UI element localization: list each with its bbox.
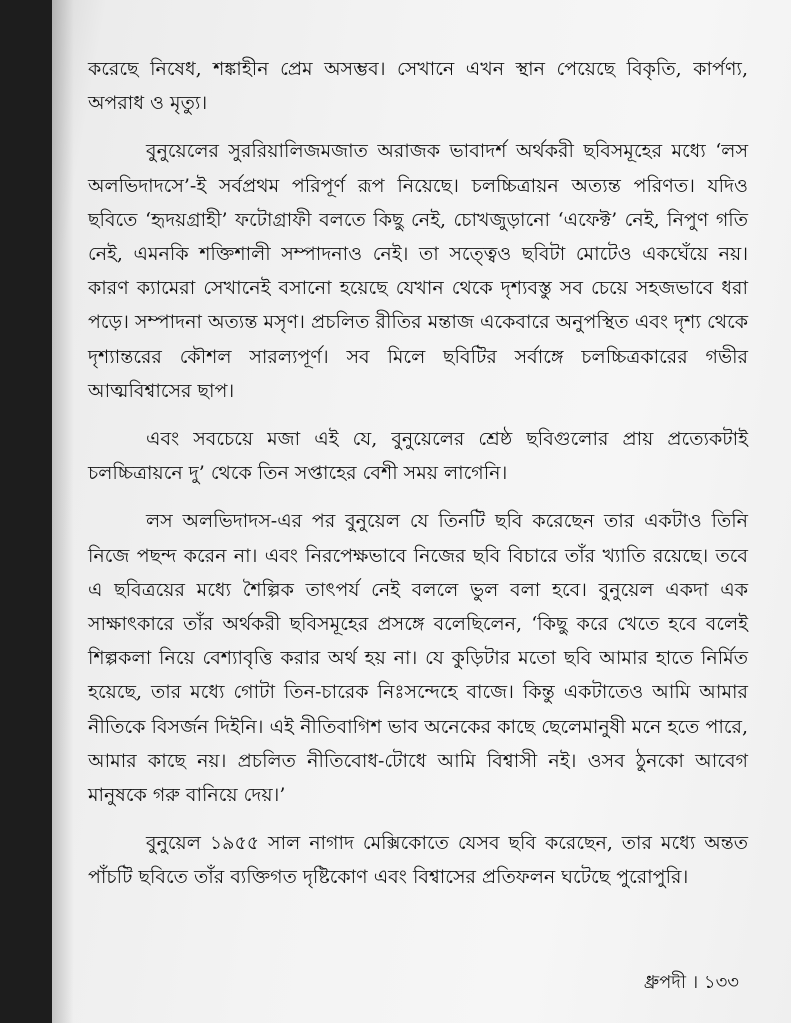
paragraph-4: লস অলভিদাদস-এর পর বুনুয়েল যে তিনটি ছবি করেছেন তার একটাও তিনি নিজে পছন্দ করেন না। এবং নিরপেক্ষভাবে নিজের ছবি বিচারে তাঁর খ্যাতি রয়েছে। তবে এ ছবিত্রয়ের মধ্যে শৈল্পিক তাৎপর্য নেই বললে ভুল বলা হবে। বুনুয়েল একদা এক সাক্ষাৎকারে তাঁর অর্থকরী ছবিসমূহের প্রসঙ্গে বলেছিলেন, ‘কিছু করে খেতে হবে বলেই শিল্পকলা নিয়ে বেশ্যাবৃত্তি করার অর্থ হয় না। যে কুড়িটার মতো ছবি আমার হাতে নির্মিত হয়েছে, তার মধ্যে গোটা তিন-চারেক নিঃসন্দেহে বাজে। কিন্তু একটাতেও আমি আমার নীতিকে বিসর্জন দিইনি। এই নীতিবাগিশ ভাব অনেকের কাছে ছেলেমানুষী মনে হতে পারে, আমার কাছে নয়। প্রচলিত নীতিবোধ-টোধে আমি বিশ্বাসী নই। ওসব ঠুনকো আবেগ মানুষকে গরু বানিয়ে দেয়।’	[88, 510, 748, 807]
footer-separator: ।	[691, 972, 699, 993]
paragraph-5: বুনুয়েল ১৯৫৫ সাল নাগাদ মেক্সিকোতে যেসব ছবি করেছেন, তার মধ্যে অন্তত পাঁচটি ছবিতে তাঁর ব্যক্তিগত দৃষ্টিকোণ এবং বিশ্বাসের প্রতিফলন ঘটেছে পুরোপুরি।	[88, 832, 748, 889]
book-page	[52, 0, 791, 1023]
page-footer	[644, 968, 739, 999]
paragraph-3: এবং সবচেয়ে মজা এই যে, বুনুয়েলের শ্রেষ্ঠ ছবিগুলোর প্রায় প্রত্যেকটাই চলচ্চিত্রায়নে দু’ থেকে তিন সপ্তাহের বেশী সময় লাগেনি।	[88, 428, 748, 485]
journal-name: ধ্রুপদী	[643, 972, 686, 993]
page-number: ১৩৩	[703, 972, 739, 993]
paragraph-1: করেছে নিষেধ, শঙ্কাহীন প্রেম অসম্ভব। সেখানে এখন স্থান পেয়েছে বিকৃতি, কার্পণ্য, অপরাধ ও মৃত্যু।	[88, 58, 748, 115]
paragraph-2: বুনুয়েলের সুররিয়ালিজমজাত অরাজক ভাবাদর্শ অর্থকরী ছবিসমূহের মধ্যে ‘লস অলভিদাদসে’-ই সর্বপ্রথম পরিপূর্ণ রূপ নিয়েছে। চলচ্চিত্রায়ন অত্যন্ত পরিণত। যদিও ছবিতে ‘হৃদয়গ্রাহী’ ফটোগ্রাফী বলতে কিছু নেই, চোখজুড়ানো ‘এফেক্ট’ নেই, নিপুণ গতি নেই, এমনকি শক্তিশালী সম্পাদনাও নেই। তা সত্ত্বেও ছবিটা মোটেও একঘেঁয়ে নয়। কারণ ক্যামেরা সেখানেই বসানো হয়েছে যেখান থেকে দৃশ্যবস্তু সব চেয়ে সহজভাবে ধরা পড়ে। সম্পাদনা অত্যন্ত মসৃণ। প্রচলিত রীতির মন্তাজ একেবারে অনুপস্থিত এবং দৃশ্য থেকে দৃশ্যান্তরের কৌশল সারল্যপূর্ণ। সব মিলে ছবিটির সর্বাঙ্গে চলচ্চিত্রকারের গভীর আত্মবিশ্বাসের ছাপ।	[88, 140, 748, 402]
body-text	[88, 52, 748, 909]
